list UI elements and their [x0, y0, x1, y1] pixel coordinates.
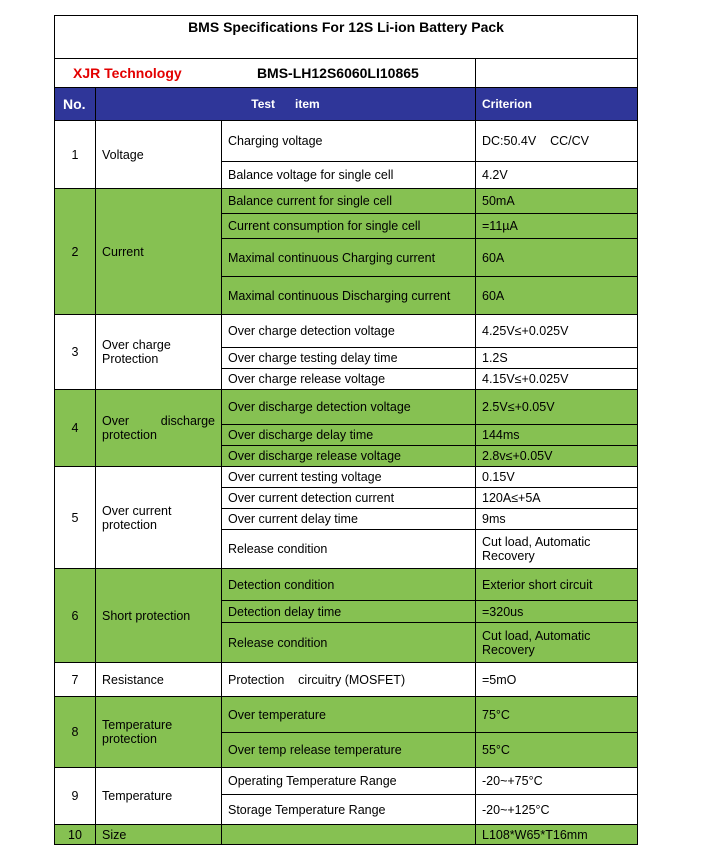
row-number: 2 [55, 189, 96, 315]
criterion-value: =5mO [476, 663, 638, 697]
criterion-value: 120A≤+5A [476, 488, 638, 509]
criterion-value: =11µA [476, 214, 638, 239]
table-row [55, 569, 638, 601]
item-name: Over charge Protection [96, 315, 222, 390]
test-name: Over discharge release voltage [222, 446, 476, 467]
spec-sheet [54, 15, 637, 845]
header-criterion: Criterion [476, 88, 638, 121]
criterion-value: 60A [476, 239, 638, 277]
test-name-empty [222, 825, 476, 845]
row-number: 6 [55, 569, 96, 663]
table-row [55, 121, 638, 162]
test-name: Storage Temperature Range [222, 795, 476, 825]
header-row [55, 88, 638, 121]
test-name: Over current delay time [222, 509, 476, 530]
test-name: Over current testing voltage [222, 467, 476, 488]
company-row [55, 59, 638, 88]
criterion-value: =320us [476, 601, 638, 623]
item-name: Size [96, 825, 222, 845]
criterion-value: 2.5V≤+0.05V [476, 390, 638, 425]
table-row [55, 315, 638, 348]
criterion-value: 9ms [476, 509, 638, 530]
row-number: 5 [55, 467, 96, 569]
test-name: Over charge testing delay time [222, 348, 476, 369]
table-row [55, 189, 638, 214]
model-number: BMS-LH12S6060LI10865 [256, 65, 419, 81]
test-name: Current consumption for single cell [222, 214, 476, 239]
item-name: Resistance [96, 663, 222, 697]
criterion-value: 2.8v≤+0.05V [476, 446, 638, 467]
item-name: Temperature protection [96, 697, 222, 768]
criterion-value: Cut load, Automatic Recovery [476, 623, 638, 663]
test-name: Release condition [222, 623, 476, 663]
test-name: Over discharge delay time [222, 425, 476, 446]
table-row [55, 825, 638, 845]
item-name: Temperature [96, 768, 222, 825]
header-test-item: Test item [96, 88, 476, 121]
test-name: Operating Temperature Range [222, 768, 476, 795]
test-name: Detection delay time [222, 601, 476, 623]
spec-table [54, 15, 638, 845]
test-name: Balance current for single cell [222, 189, 476, 214]
test-name: Detection condition [222, 569, 476, 601]
document-title: BMS Specifications For 12S Li-ion Battery Pack [55, 16, 638, 59]
row-number: 8 [55, 697, 96, 768]
test-name: Over temperature [222, 697, 476, 733]
criterion-value: 60A [476, 277, 638, 315]
criterion-value: -20~+75°C [476, 768, 638, 795]
row-number: 10 [55, 825, 96, 845]
row-number: 9 [55, 768, 96, 825]
company-text: XJR Technology [73, 65, 182, 81]
test-name: Over charge detection voltage [222, 315, 476, 348]
table-row [55, 697, 638, 733]
item-name: Over current protection [96, 467, 222, 569]
table-row [55, 467, 638, 488]
test-name: Release condition [222, 530, 476, 569]
test-name: Balance voltage for single cell [222, 162, 476, 189]
row-number: 7 [55, 663, 96, 697]
title-row [55, 16, 638, 59]
item-name: Current [96, 189, 222, 315]
criterion-value: L108*W65*T16mm [476, 825, 638, 845]
table-row [55, 390, 638, 425]
criterion-value: -20~+125°C [476, 795, 638, 825]
test-name: Over discharge detection voltage [222, 390, 476, 425]
criterion-value: 4.25V≤+0.025V [476, 315, 638, 348]
criterion-value: 55°C [476, 733, 638, 768]
criterion-value: 75°C [476, 697, 638, 733]
item-name: Voltage [96, 121, 222, 189]
criterion-value: 50mA [476, 189, 638, 214]
test-name: Over current detection current [222, 488, 476, 509]
criterion-value: 1.2S [476, 348, 638, 369]
row-number: 3 [55, 315, 96, 390]
criterion-value: 0.15V [476, 467, 638, 488]
criterion-value: 4.2V [476, 162, 638, 189]
criterion-value: 4.15V≤+0.025V [476, 369, 638, 390]
header-no: No. [55, 88, 96, 121]
row-number: 1 [55, 121, 96, 189]
test-name: Protection circuitry (MOSFET) [222, 663, 476, 697]
item-name: Over discharge protection [96, 390, 222, 467]
criterion-value: 144ms [476, 425, 638, 446]
criterion-value: DC:50.4V CC/CV [476, 121, 638, 162]
row-number: 4 [55, 390, 96, 467]
criterion-value: Cut load, Automatic Recovery [476, 530, 638, 569]
company-row-blank [476, 59, 638, 88]
company-name [55, 59, 476, 88]
test-name: Charging voltage [222, 121, 476, 162]
test-name: Maximal continuous Charging current [222, 239, 476, 277]
test-name: Over temp release temperature [222, 733, 476, 768]
table-row [55, 768, 638, 795]
table-row [55, 663, 638, 697]
item-name: Short protection [96, 569, 222, 663]
test-name: Maximal continuous Discharging current [222, 277, 476, 315]
test-name: Over charge release voltage [222, 369, 476, 390]
criterion-value: Exterior short circuit [476, 569, 638, 601]
